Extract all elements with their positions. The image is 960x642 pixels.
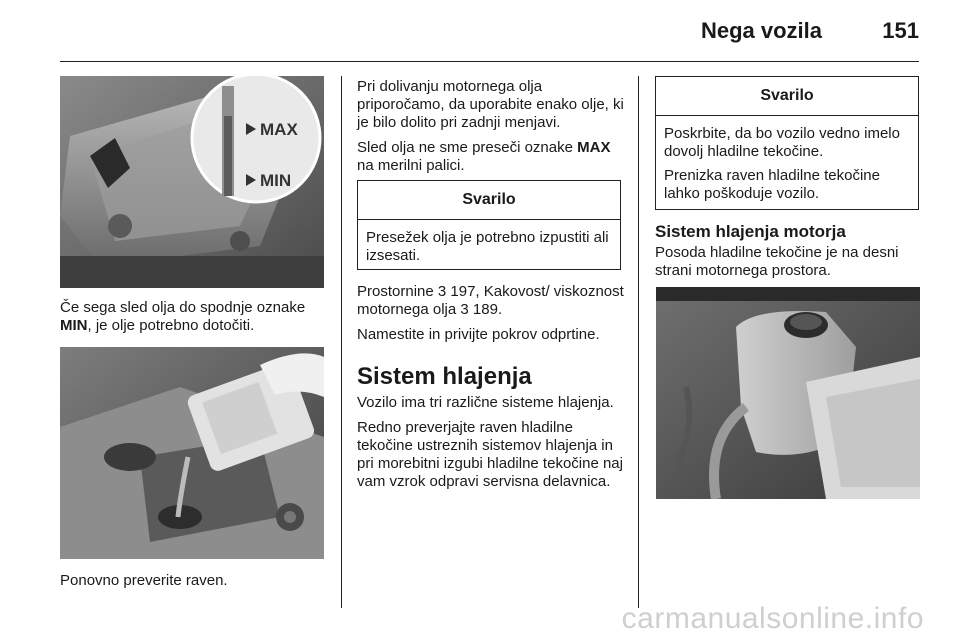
dipstick-max-label: MAX (260, 120, 298, 139)
column-divider-1 (341, 76, 342, 608)
dipstick-min-label: MIN (260, 171, 292, 190)
warning-title: Svarilo (656, 77, 918, 116)
cooling-systems-paragraph: Vozilo ima tri različne sisteme hlajenja. (357, 394, 614, 411)
pouring-oil-photo (60, 347, 324, 559)
warning-text: Prenizka raven hladilne tekočine lahko poškoduje vozilo. (664, 167, 880, 202)
page-reference-link[interactable]: 197 (450, 283, 476, 300)
coolant-reservoir-photo (656, 287, 920, 499)
capacities-reference-paragraph: Prostornine 3 197, Kakovost/ viskoznost motornega olja 3 189. (357, 283, 624, 318)
warning-text: Presežek olja je potrebno izpustiti ali izsesati. (366, 229, 609, 264)
page-header-title: Nega vozila (700, 18, 822, 43)
oil-top-up-paragraph: Pri dolivanju motornega olja priporočamo, da uporabite enako olje, ki je bilo dolito pri zadnji menjavi. (357, 78, 624, 131)
subheading-engine-cooling: Sistem hlajenja motorja (655, 222, 846, 241)
coolant-reservoir-paragraph: Posoda hladilne tekočine je na desni strani motornega prostora. (655, 244, 899, 279)
page-number: 151 (882, 18, 919, 43)
column2-text-bottom (357, 394, 627, 498)
warning-box-coolant (655, 76, 919, 210)
engine-dipstick-photo (60, 76, 324, 288)
warning-box-oil (357, 180, 621, 270)
column2-text-top (357, 78, 627, 182)
page-reference-icon: 3 (460, 301, 469, 318)
refit-cap-paragraph: Namestite in privijte pokrov odprtine. (357, 326, 600, 343)
warning-text: Poskrbite, da bo vozilo vedno imelo dovolj hladilne tekočine. (664, 125, 900, 160)
column2-text-middle (357, 283, 627, 351)
page-reference-link[interactable]: 189 (472, 301, 498, 318)
oil-max-paragraph: Sled olja ne sme preseči oznake MAX na merilni palici. (357, 139, 611, 174)
warning-title: Svarilo (358, 181, 620, 220)
recheck-level-paragraph: Ponovno preverite raven. (60, 572, 228, 589)
oil-min-paragraph: Če sega sled olja do spodnje oznake MIN, je olje potrebno dotočiti. (60, 299, 306, 334)
column-divider-2 (638, 76, 639, 608)
header-rule (60, 61, 919, 62)
page-reference-icon: 3 (437, 283, 447, 300)
section-heading-cooling-system: Sistem hlajenja (357, 363, 532, 390)
coolant-check-paragraph: Redno preverjajte raven hladilne tekočine ustreznih sistemov hlajenja in pri morebitni izgubi hladilne tekočine naj vam vzrok odpravi servisna delavnica. (357, 419, 623, 490)
watermark: carmanualsonline.info (621, 602, 924, 635)
